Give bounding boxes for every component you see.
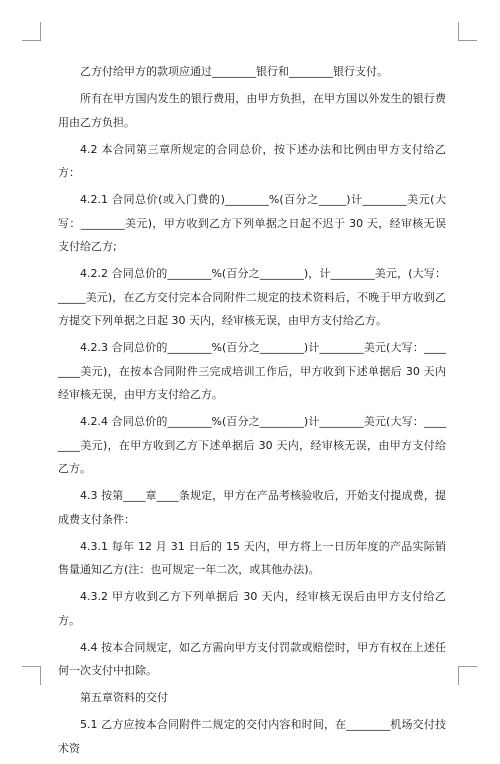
paragraph-4-3-1: 4.3.1 每年 12 月 31 日后的 15 天内，甲方将上一日历年度的产品实际销售量通知乙方(注：也可规定一年二次，或其他办法)。 (58, 539, 446, 576)
crop-mark-bottom-right (458, 666, 477, 685)
chapter-5-heading: 第五章资料的交付 (80, 691, 168, 704)
paragraph-4-2-4: 4.2.4 合同总价的________%(百分之________)计________美元(大写：________美元)，在甲方收到乙方下述单据后 30 天内，经审核无误，由甲方支付给乙方。 (58, 415, 446, 475)
paragraph-4-2-2: 4.2.2 合同总价的________%(百分之________)，计________美元，(大写：_____美元)，在乙方交付完本合同附件二规定的技术资料后，不晚于甲方收到乙方提交下列单据之日起 30 天内，经审核无误，由甲方支付给乙方。 (58, 267, 446, 327)
crop-mark-top-left (22, 22, 41, 41)
paragraph-4-2-1: 4.2.1 合同总价(或入门费的)________%(百分之_____)计________美元(大写：________美元)，甲方收到乙方下列单据之日起不迟于 30 天，经审核无误支付给乙方; (58, 193, 446, 253)
paragraph-4-3: 4.3 按第____章____条规定，甲方在产品考核验收后，开始支付提成费，提成费支付条件： (58, 489, 446, 526)
paragraph-4-4: 4.4 按本合同规定，如乙方需向甲方支付罚款或赔偿时，甲方有权在上述任何一次支付中扣除。 (58, 640, 446, 677)
document-body (58, 60, 446, 764)
paragraph-bank-payment: 乙方付给甲方的款项应通过________银行和________银行支付。 (80, 65, 388, 78)
paragraph-5-1: 5.1 乙方应按本合同附件二规定的交付内容和时间，在________机场交付技术资 (58, 718, 446, 755)
paragraph-4-3-2: 4.3.2 甲方收到乙方下列单据后 30 天内，经审核无误后由甲方支付给乙方。 (58, 590, 446, 627)
paragraph-4-2: 4.2 本合同第三章所规定的合同总价，按下述办法和比例由甲方支付给乙方： (58, 142, 446, 179)
paragraph-bank-fees: 所有在甲方国内发生的银行费用，由甲方负担，在甲方国以外发生的银行费用由乙方负担。 (58, 92, 446, 129)
crop-mark-top-right (458, 22, 477, 41)
paragraph-4-2-3: 4.2.3 合同总价的________%(百分之________)计________美元(大写：________美元)，在按本合同附件三完成培训工作后，甲方收到下述单据后 30 天内经审核无误，由甲方支付给乙方。 (58, 341, 446, 401)
crop-mark-bottom-left (22, 666, 41, 685)
